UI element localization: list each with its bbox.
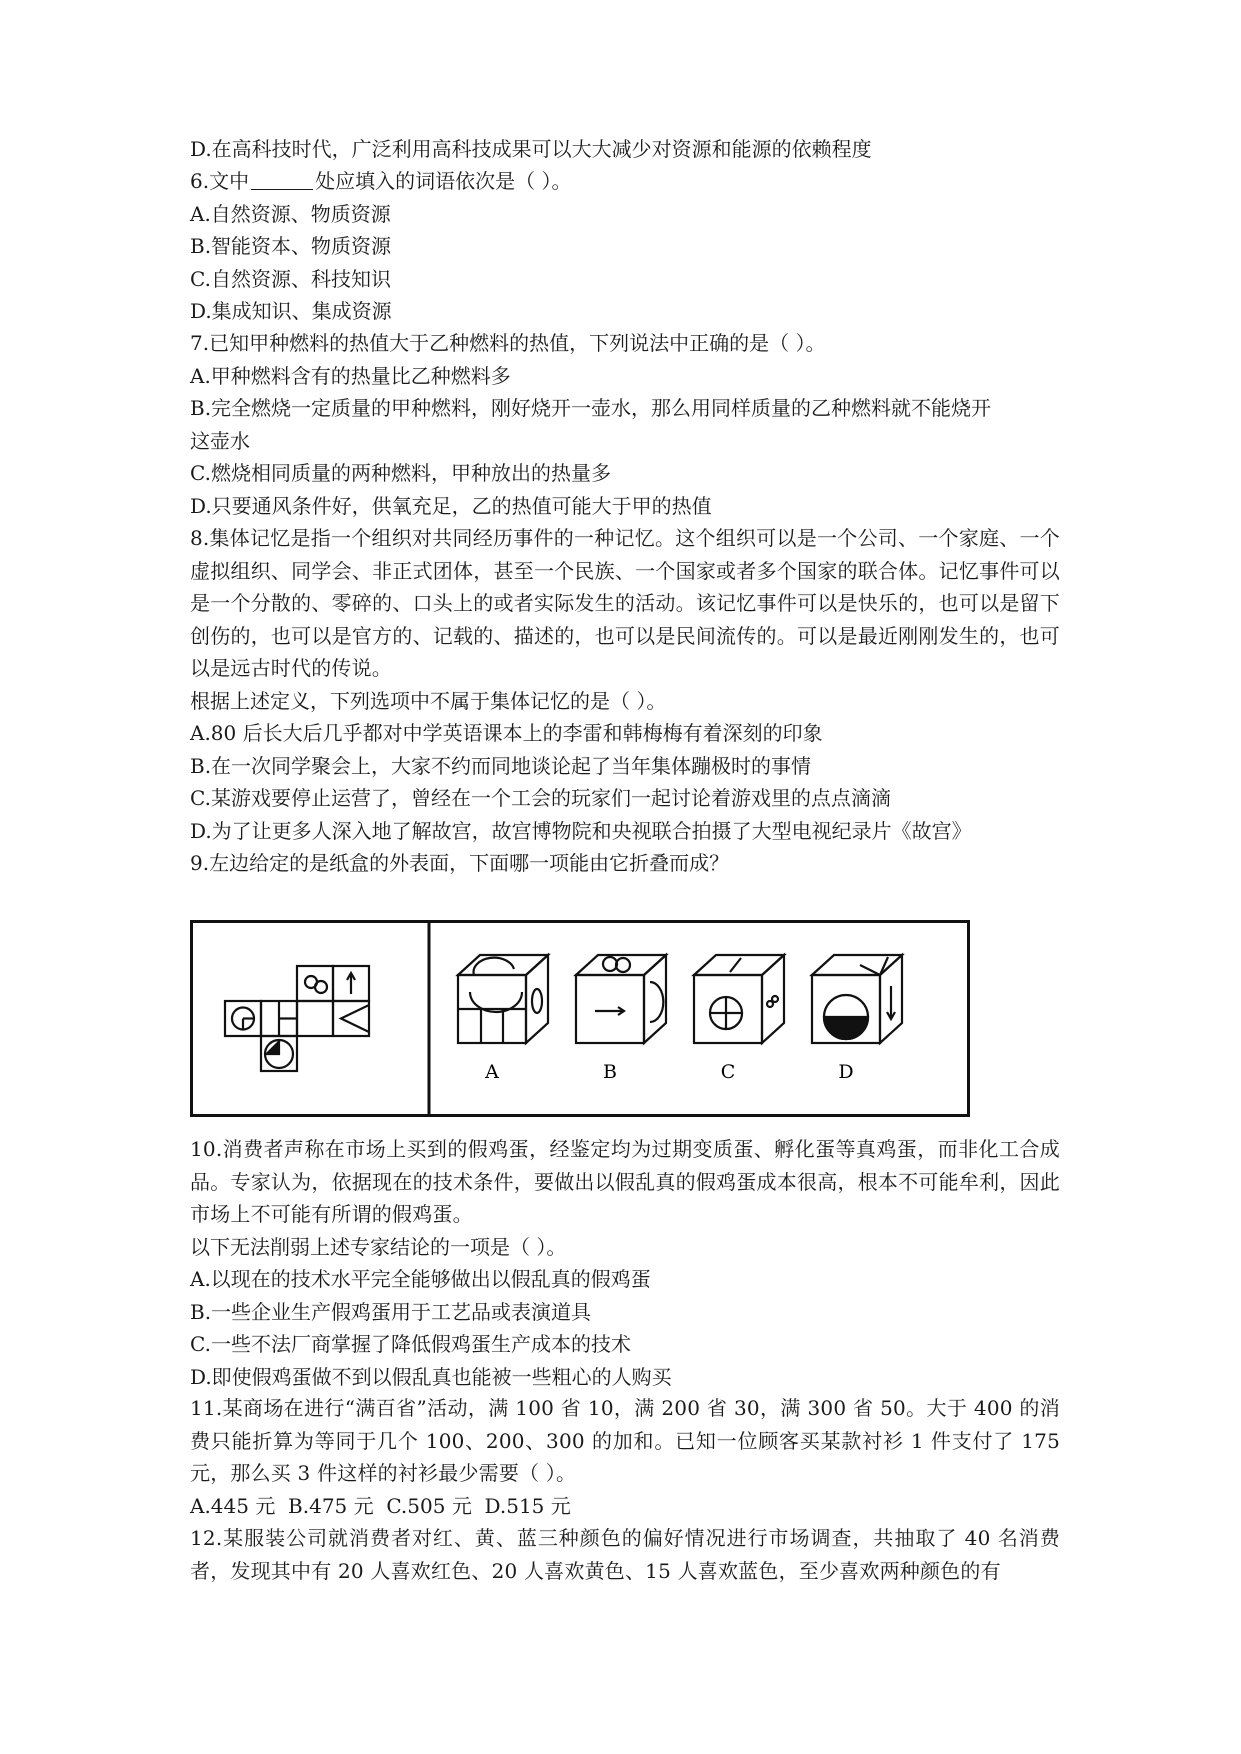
- q6-option-b: B.智能资本、物质资源: [190, 234, 392, 258]
- option-label-a: A: [485, 1061, 499, 1083]
- q10-option-d: D.即使假鸡蛋做不到以假乱真也能被一些粗心的人购买: [190, 1364, 672, 1389]
- q6-stem: [190, 165, 1060, 198]
- option-cube-a: [458, 955, 548, 1043]
- question-12: [190, 1522, 1060, 1587]
- option-cube-d: [812, 955, 902, 1043]
- q8-option-d: D.为了让更多人深入地了解故宫，故宫博物院和央视联合拍摄了大型电视纪录片《故宫》: [190, 818, 972, 843]
- q9-stem: 9.左边给定的是纸盒的外表面，下面哪一项能由它折叠而成？: [190, 851, 730, 875]
- q6-option-d: D.集成知识、集成资源: [190, 299, 392, 323]
- q11-options: A.445 元 B.475 元 C.505 元 D.515 元: [190, 1493, 571, 1518]
- q6-stem-after: 处应填入的词语依次是（ ）。: [315, 169, 572, 193]
- q10-option-c: C.一些不法厂商掌握了降低假鸡蛋生产成本的技术: [190, 1332, 631, 1356]
- fill-in-blank: [251, 167, 313, 190]
- question-6: [190, 165, 1060, 328]
- q11-stem: 11.某商场在进行“满百省”活动，满 100 省 10，满 200 省 30，满 300 省 50。大于 400 的消费只能折算为等同于几个 100、200、300 的加和。已知一位顾客买某款衬衫 1 件支付了 175 元，那么买 3 件这样的衬衫最少需要（ ）。: [190, 1396, 1060, 1485]
- q8-definition: 8.集体记忆是指一个组织对共同经历事件的一种记忆。这个组织可以是一个公司、一个家庭、一个虚拟组织、同学会、非正式团体，甚至一个民族、一个国家或者多个国家的联合体。记忆事件可以是一个分散的、零碎的、口头上的或者实际发生的活动。该记忆事件可以是快乐的，也可以是留下创伤的，也可以是官方的、记载的、描述的，也可以是民间流传的。可以是最近刚刚发生的，也可以是远古时代的传说。: [190, 526, 1060, 680]
- question-10: [190, 1133, 1060, 1393]
- q7-option-b-line1: B.完全燃烧一定质量的甲种燃料，刚好烧开一壶水，那么用同样质量的乙种燃料就不能烧开: [190, 396, 992, 420]
- q8-option-c: C.某游戏要停止运营了，曾经在一个工会的玩家们一起讨论着游戏里的点点滴滴: [190, 786, 891, 810]
- q10-passage: 10.消费者声称在市场上买到的假鸡蛋，经鉴定均为过期变质蛋、孵化蛋等真鸡蛋，而非化工合成品。专家认为，依据现在的技术条件，要做出以假乱真的假鸡蛋成本很高，根本不可能牟利，因此市场上不可能有所谓的假鸡蛋。: [190, 1137, 1060, 1226]
- q10-option-b: B.一些企业生产假鸡蛋用于工艺品或表演道具: [190, 1299, 592, 1324]
- q5-option-d: D.在高科技时代，广泛利用高科技成果可以大大减少对资源和能源的依赖程度: [190, 137, 872, 161]
- q7-option-a: A.甲种燃料含有的热量比乙种燃料多: [190, 363, 511, 388]
- q7-stem: 7.已知甲种燃料的热值大于乙种燃料的热值，下列说法中正确的是（ ）。: [190, 331, 826, 355]
- option-label-d: D: [838, 1061, 854, 1083]
- q7-option-b-line2: 这壶水: [190, 428, 250, 453]
- question-11: [190, 1392, 1060, 1522]
- q8-option-a: A.80 后长大后几乎都对中学英语课本上的李雷和韩梅梅有着深刻的印象: [190, 721, 823, 745]
- question-8: [190, 522, 1060, 880]
- option-label-c: C: [720, 1061, 736, 1083]
- q12-stem: 12.某服装公司就消费者对红、黄、蓝三种颜色的偏好情况进行市场调查，共抽取了 40 名消费者，发现其中有 20 人喜欢红色、20 人喜欢黄色、15 人喜欢蓝色，至少喜欢两种颜色的有: [190, 1526, 1060, 1583]
- q6-stem-before: 6.文中: [190, 169, 250, 193]
- q6-option-c: C.自然资源、科技知识: [190, 266, 391, 291]
- cube-net: [225, 966, 369, 1071]
- q7-option-d: D.只要通风条件好，供氧充足，乙的热值可能大于甲的热值: [190, 493, 712, 518]
- q6-option-a: A.自然资源、物质资源: [190, 201, 391, 226]
- option-cube-b: [576, 955, 666, 1043]
- question-5-tail: [190, 133, 1060, 166]
- question-7: [190, 327, 1060, 522]
- cube-folding-figure: [190, 920, 970, 1117]
- option-label-b: B: [603, 1061, 617, 1083]
- q10-option-a: A.以现在的技术水平完全能够做出以假乱真的假鸡蛋: [190, 1267, 651, 1291]
- q10-question: 以下无法削弱上述专家结论的一项是（ ）。: [190, 1234, 567, 1259]
- option-cube-c: [694, 955, 784, 1043]
- q8-question: 根据上述定义，下列选项中不属于集体记忆的是（ ）。: [190, 688, 667, 713]
- q8-option-b: B.在一次同学聚会上，大家不约而同地谈论起了当年集体蹦极时的事情: [190, 753, 812, 778]
- q7-option-c: C.燃烧相同质量的两种燃料，甲种放出的热量多: [190, 461, 611, 485]
